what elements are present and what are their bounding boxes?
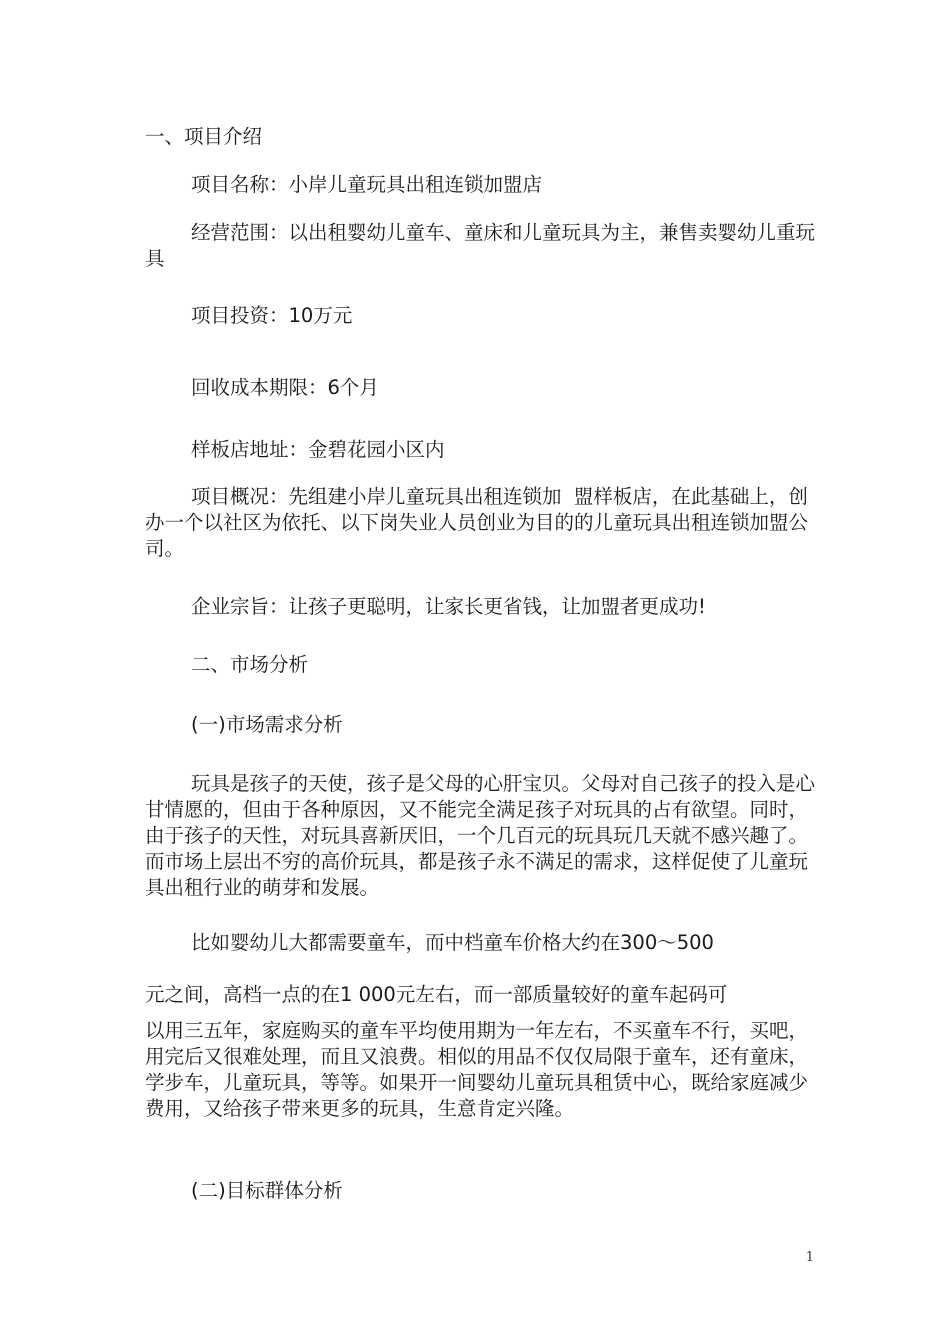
project-investment: 项目投资：10万元 bbox=[191, 304, 353, 327]
heading-project-intro: 一、项目介绍 bbox=[145, 125, 263, 148]
stroller-price-continued: 元之间，高档一点的在1 000元左右，而一部质量较好的童车起码可 bbox=[145, 983, 728, 1006]
page-number: 1 bbox=[805, 1250, 814, 1265]
heading-target-group: (二)目标群体分析 bbox=[191, 1179, 343, 1202]
market-demand-paragraph: 玩具是孩子的天使，孩子是父母的心肝宝贝。父母对自己孩子的投入是心甘情愿的，但由于各种原因，又不能完全满足孩子对玩具的占有欲望。同时，由于孩子的天性，对玩具喜新厌旧，一个几百元的玩具玩几天就不感兴趣了。而市场上层出不穷的高价玩具，都是孩子永不满足的需求，这样促使了儿童玩具出租行业的萌芽和发展。 bbox=[145, 772, 816, 899]
project-name: 项目名称：小岸儿童玩具出租连锁加盟店 bbox=[191, 173, 543, 196]
payback-period: 回收成本期限：6个月 bbox=[191, 376, 379, 399]
heading-market-analysis: 二、市场分析 bbox=[191, 653, 309, 676]
stroller-price-line: 比如婴幼儿大都需要童车，而中档童车价格大约在300～500 bbox=[191, 931, 714, 954]
sample-store-address: 样板店地址：金碧花园小区内 bbox=[191, 438, 445, 461]
project-overview: 项目概况：先组建小岸儿童玩具出租连锁加 盟样板店，在此基础上，创办一个以社区为依托、以下岗失业人员创业为目的的儿童玩具出租连锁加盟公司。 bbox=[145, 485, 809, 560]
rental-center-paragraph: 以用三五年，家庭购买的童车平均使用期为一年左右，不买童车不行，买吧，用完后又很难处理，而且又浪费。相似的用品不仅仅局限于童车，还有童床，学步车，儿童玩具，等等。如果开一间婴幼儿童玩具租赁中心，既给家庭减少费用，又给孩子带来更多的玩具，生意肯定兴隆。 bbox=[145, 1019, 809, 1120]
business-scope: 经营范围：以出租婴幼儿童车、童床和儿童玩具为主，兼售卖婴幼儿重玩具 bbox=[145, 221, 816, 270]
heading-market-demand: (一)市场需求分析 bbox=[191, 713, 343, 736]
company-mission: 企业宗旨：让孩子更聪明，让家长更省钱，让加盟者更成功! bbox=[191, 595, 706, 618]
